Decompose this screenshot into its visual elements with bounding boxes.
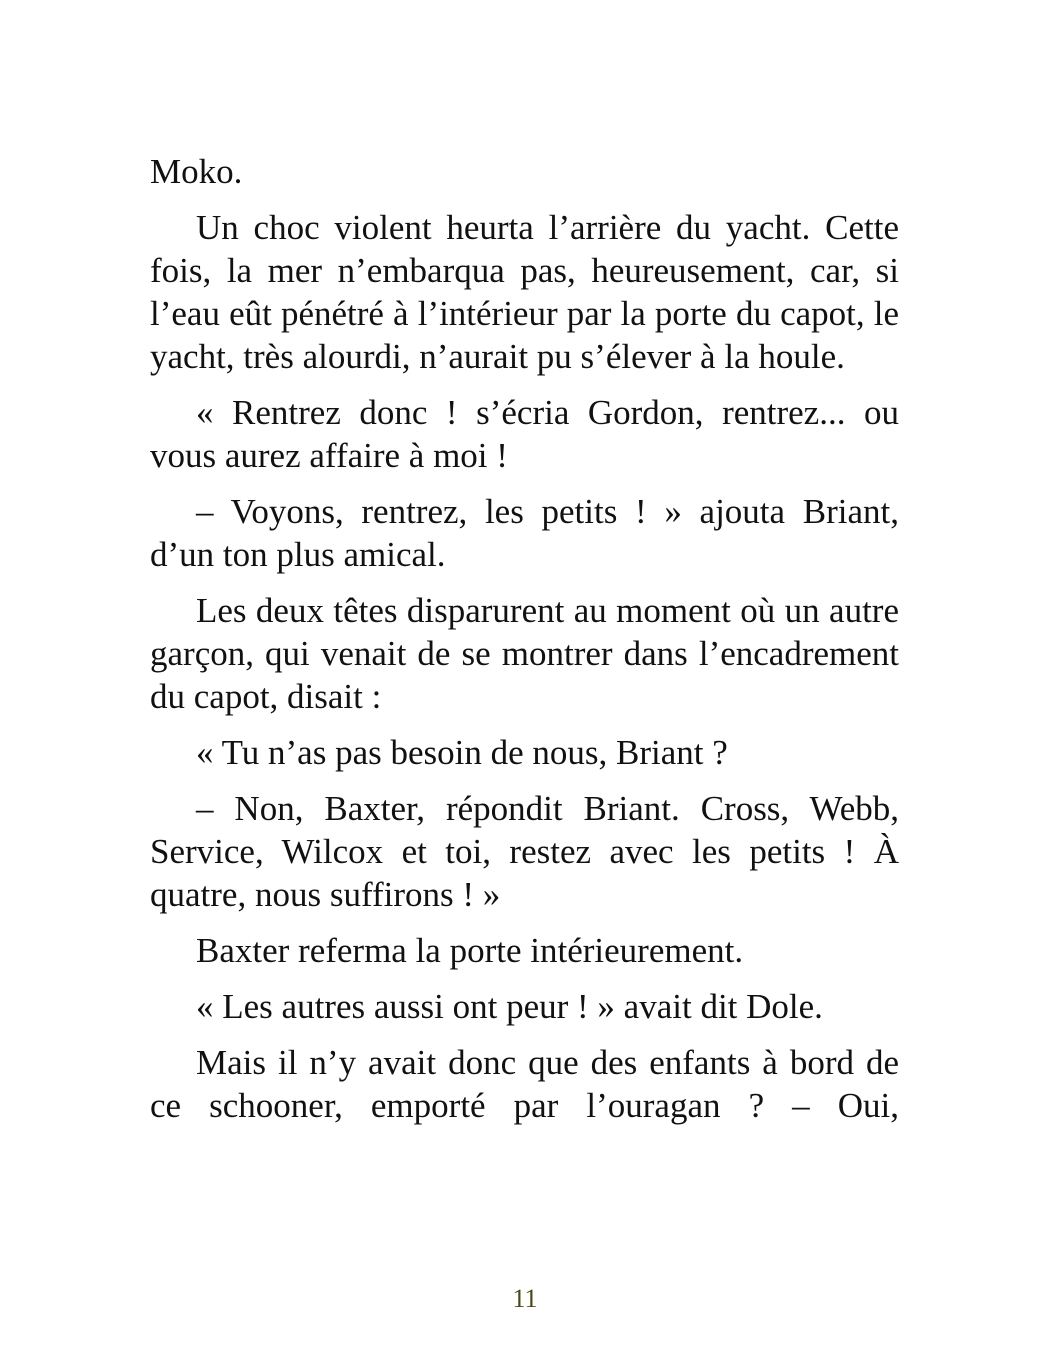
paragraph: « Tu n’as pas besoin de nous, Briant ? <box>196 733 728 772</box>
paragraph: Un choc violent heurta l’arrière du yacht. Cette fois, la mer n’embarqua pas, heureusement, car, si l’eau eût pénétré à l’intérieur par la porte du capot, le yacht, très alourdi, n’aurait pu s’élever à la houle. <box>150 208 899 376</box>
page-body <box>150 150 899 1140</box>
paragraph: Baxter referma la porte intérieurement. <box>196 931 744 970</box>
paragraph: « Rentrez donc ! s’écria Gordon, rentrez... ou vous aurez affaire à moi ! <box>150 393 899 475</box>
paragraph: – Voyons, rentrez, les petits ! » ajouta Briant, d’un ton plus amical. <box>150 492 899 574</box>
page-number: 11 <box>512 1284 538 1313</box>
paragraph: – Non, Baxter, répondit Briant. Cross, Webb, Service, Wilcox et toi, restez avec les petits ! À quatre, nous suffirons ! » <box>150 789 899 914</box>
paragraph: Les deux têtes disparurent au moment où un autre garçon, qui venait de se montrer dans l’encadrement du capot, disait : <box>150 591 899 716</box>
paragraph: « Les autres aussi ont peur ! » avait dit Dole. <box>196 987 823 1026</box>
paragraph: Moko. <box>150 152 243 191</box>
paragraph: Mais il n’y avait donc que des enfants à bord de ce schooner, emporté par l’ouragan ? – Oui, <box>150 1043 899 1125</box>
